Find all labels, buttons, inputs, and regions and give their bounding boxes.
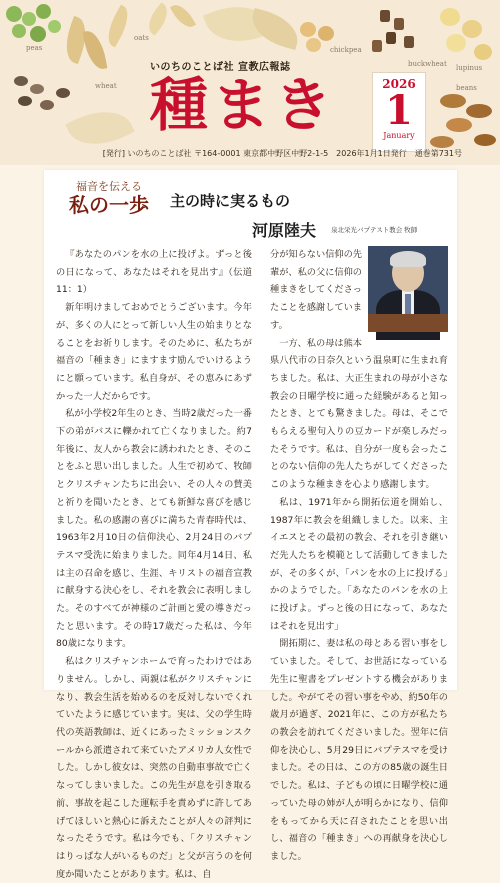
issue-year: 2026: [382, 77, 416, 91]
issue-month-name: January: [383, 131, 415, 140]
author-name: 河原陸夫: [252, 221, 317, 240]
seed-label-lupinus: lupinus: [456, 64, 483, 72]
issue-month-number: 1: [385, 87, 413, 134]
series-subtitle: 福音を伝える: [76, 180, 142, 193]
issue-date: [372, 72, 426, 152]
paragraph: 『あなたのパンを水の上に投げよ。ずっと後の日になって、あなたはそれを見出す』（伝道11：1）: [56, 249, 252, 296]
article-headline: 主の時に実るもの: [170, 192, 291, 210]
paragraph: 分が知らない信仰の先輩が、私の父に信仰の種まきをしてくださったことを感謝しています。: [270, 249, 362, 331]
seed-label-peas: peas: [26, 44, 43, 52]
header-banner: [0, 0, 500, 165]
article-column-left: [56, 246, 252, 880]
series-title: 私の一歩: [69, 193, 149, 217]
paragraph: 私はクリスチャンホームで育ったわけではありません。しかし、両親は私がクリスチャンになり、教会生活を始めるのを反対しないでくれていたように感じています。実は、父の学生時代の英語教師は、近くにあったミッションスクールから派遣されて来ていたアメリカ人女性でした。しかし彼女は、突然の自動車事故で亡くなってしまいました。この先生が息を引き取る前、事故を起こした運転手を責めずに許してあげてほしいと熱心に訴えたことが人々の評判になったそうです。私は今でも、「クリスチャンはりっぱな人がいるものだ」と父が言うのを何度か聞いたことがあります。私は、自: [56, 656, 252, 880]
masthead: [発行] いのちのことば社 〒164-0001 東京都中野区中野2-1-5 2026年1月1日発行 通巻第731号: [102, 149, 462, 158]
publisher-line: いのちのことば社 宣教広報誌: [150, 62, 291, 73]
paragraph: 私は、1971年から開拓伝道を開始し、1987年に教会を組織しました。以来、主イエスとその最初の教会、それを引き継いだ先人たちを模範として活動してきましたが、その多くが、「パンを水の上に投げる」かのようでした。「あなたのパンを水の上に投げよ。ずっと後の日になって、あなたはそれを見出す」: [270, 496, 448, 632]
seed-label-buckwheat: buckwheat: [408, 60, 447, 68]
seed-label-chickpea: chickpea: [330, 46, 362, 54]
article-column-right: [270, 246, 448, 862]
seed-label-wheat: wheat: [95, 82, 117, 90]
paragraph: 新年明けましておめでとうございます。今年が、多くの人にとって新しい人生の始まりとなることをお祈りします。そのために、私たちが福音の「種まき」にますます励んでいけるようにと願っています。私自身が、その恵みにあずかった一人だからです。: [56, 302, 252, 402]
paragraph: 一方、私の母は熊本県八代市の日奈久という温泉町に生まれ育ちました。私は、大正生まれの母が小さな教会の日曜学校に通った経験があると知ったとき、とても驚きました。母は、そこでもらえる聖句入りの豆カードが楽しみだったそうです。私は、自分が一度も会ったことのない信仰の先人たちがしてくださったこのような種まきを心より感謝します。: [270, 337, 448, 491]
author-photo: [368, 246, 448, 332]
newsletter-title: 種まき: [150, 71, 337, 139]
seed-label-oats: oats: [134, 34, 149, 42]
article: [44, 170, 457, 880]
seed-label-beans: beans: [456, 84, 477, 92]
series-logo: [58, 178, 160, 224]
paragraph: 私が小学校2年生のとき、当時2歳だった一番下の弟がバスに轢かれて亡くなりました。約7年後に、友人から教会に誘われたとき、そのことをふと思い出しました。人生で初めて、牧師とクリスチャンたちに出会い、その人々の賛美と祈りを聞いたとき、とても新鮮な喜びを感じました。私の感謝の喜びに満ちた青春時代は、1963年2月10日の信仰決心、2月24日のバプテスマ受洗に始まりました。同年4月14日、私は主の召命を感じ、生涯、キリストの福音宣教に献身する決心をし、それを教会に表明しました。そのすべてが神様のご計画と愛の導きだったと思います。その時17歳だった私は、今年80歳になります。: [56, 408, 252, 650]
author-affiliation: 泉北栄光バプテスト教会 牧師: [331, 226, 418, 234]
paragraph: 開拓期に、妻は私の母とある習い事をしていました。そして、お世話になっている先生に聖書をプレゼントする機会がありました。やがてその習い事をやめ、約50年の歳月が過ぎ、2021年に、この方が私たちの教会を訪れてくださいました。翌年に信仰を決心し、5月29日にバプテスマを受けました。その日は、この方の85歳の誕生日でした。私は、子どもの頃に日曜学校に通っていた母の姉が人が明らかになり、信仰をもってから天に召されたことを思い出し、福音の「種まき」への再献身を決心しました。: [270, 638, 448, 862]
